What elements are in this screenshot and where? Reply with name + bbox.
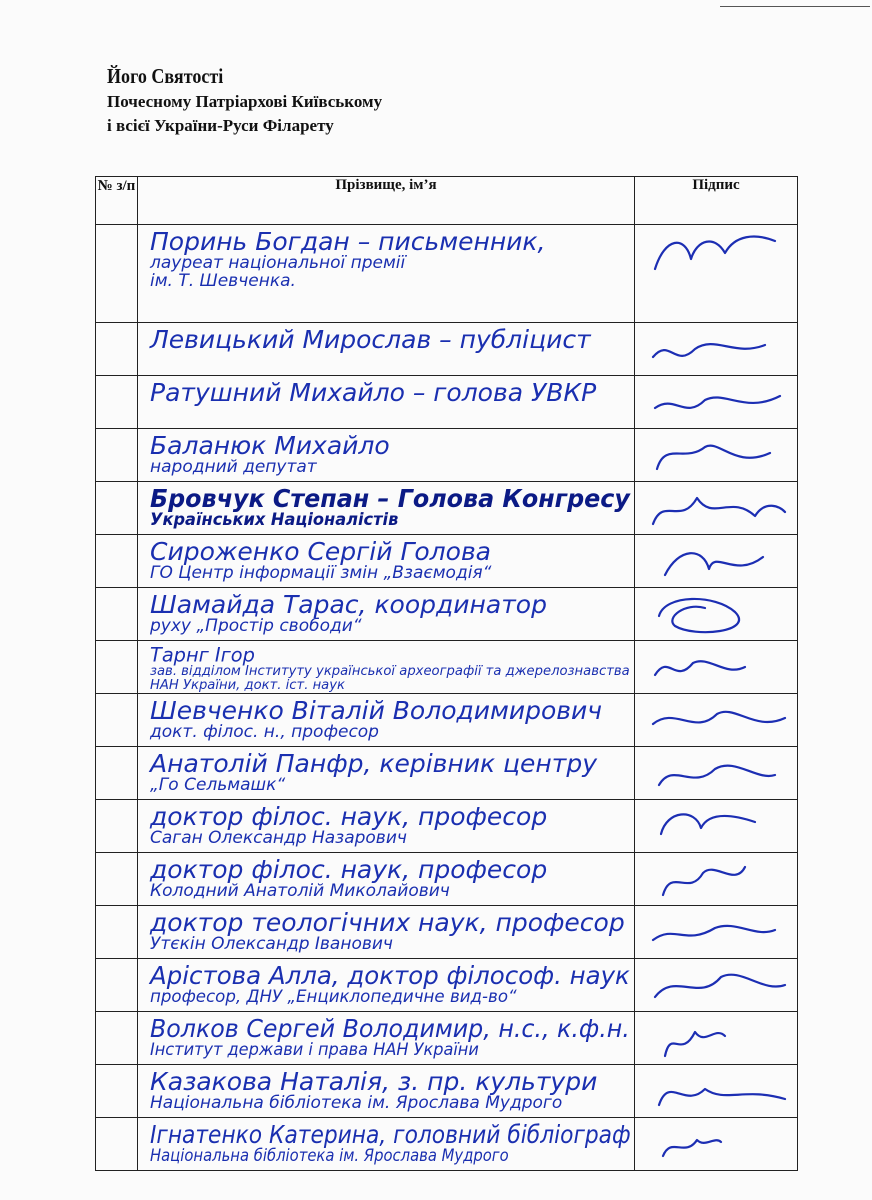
signature-cell: [635, 959, 798, 1012]
handwritten-detail: зав. відділом Інституту української археографії та джерелознавства: [150, 663, 630, 680]
row-number-cell: [96, 323, 138, 376]
row-number-cell: [96, 588, 138, 641]
signature-cell: [635, 906, 798, 959]
table-row: [96, 959, 798, 1012]
handwritten-name: Арістова Алла, доктор філософ. наук: [150, 961, 630, 990]
handwritten-name: Бровчук Степан – Голова Конгресу: [150, 484, 630, 513]
handwritten-signature: [645, 592, 790, 638]
handwritten-name: Анатолій Панфр, керівник центру: [150, 749, 597, 778]
name-cell: [138, 429, 635, 482]
name-cell: [138, 482, 635, 535]
signature-cell: [635, 323, 798, 376]
handwritten-entry: [150, 433, 390, 477]
handwritten-name: Левицький Мирослав – публіцист: [150, 325, 591, 354]
handwritten-signature: [645, 857, 790, 903]
signature-stroke: [655, 396, 780, 408]
signature-stroke: [655, 237, 775, 269]
name-cell: [138, 323, 635, 376]
handwritten-name: Волков Сергей Володимир, н.с., к.ф.н.: [150, 1014, 630, 1043]
header-title: Почесному Патріархові Київському: [107, 92, 383, 111]
handwritten-signature: [645, 963, 790, 1009]
name-cell: [138, 853, 635, 906]
signature-cell: [635, 376, 798, 429]
row-number-cell: [96, 1012, 138, 1065]
handwritten-entry: [150, 1016, 656, 1060]
row-number-cell: [96, 535, 138, 588]
signature-stroke: [659, 1089, 785, 1105]
signature-cell: [635, 694, 798, 747]
table-row: [96, 1065, 798, 1118]
table-row: [96, 482, 798, 535]
handwritten-signature: [645, 327, 790, 373]
row-number-cell: [96, 376, 138, 429]
signature-stroke: [653, 712, 785, 724]
signature-cell: [635, 535, 798, 588]
signature-cell: [635, 1012, 798, 1065]
handwritten-entry: [150, 1122, 702, 1166]
handwritten-entry: [150, 698, 602, 742]
name-cell: [138, 376, 635, 429]
handwritten-signature: [645, 1069, 790, 1115]
handwritten-signature: [645, 229, 790, 275]
handwritten-entry: [150, 380, 596, 406]
row-number-cell: [96, 429, 138, 482]
handwritten-entry: [150, 539, 491, 583]
signature-stroke: [653, 344, 765, 357]
handwritten-name: Сироженко Сергій Голова: [150, 537, 491, 566]
name-cell: [138, 535, 635, 588]
table-row: [96, 376, 798, 429]
column-header-name: Прізвище, ім’я: [138, 177, 635, 225]
handwritten-detail: народний депутат: [150, 457, 317, 478]
handwritten-detail: ім. Т. Шевченка.: [150, 271, 296, 292]
table-row: [96, 747, 798, 800]
handwritten-detail: Інститут держави і права НАН України: [150, 1040, 479, 1061]
handwritten-signature: [645, 539, 790, 585]
name-cell: [138, 747, 635, 800]
signature-stroke: [663, 867, 745, 895]
signature-stroke: [655, 975, 785, 997]
table-row: [96, 1118, 798, 1171]
row-number-cell: [96, 694, 138, 747]
row-number-cell: [96, 906, 138, 959]
handwritten-entry: [150, 327, 591, 353]
table-row: [96, 694, 798, 747]
table-row: [96, 1012, 798, 1065]
handwritten-signature: [645, 751, 790, 797]
handwritten-signature: [645, 698, 790, 744]
signature-cell: [635, 1118, 798, 1171]
name-cell: [138, 1118, 635, 1171]
header-addressee: Його Святості: [107, 64, 224, 88]
row-number-cell: [96, 641, 138, 694]
signature-cell: [635, 225, 798, 323]
handwritten-detail: Українських Націоналістів: [150, 510, 399, 531]
table-row: [96, 800, 798, 853]
handwritten-entry: [150, 751, 597, 795]
handwritten-entry: [150, 857, 547, 901]
handwritten-signature: [645, 910, 790, 956]
name-cell: [138, 588, 635, 641]
signature-cell: [635, 588, 798, 641]
row-number-cell: [96, 1065, 138, 1118]
signature-stroke: [665, 1032, 725, 1056]
handwritten-name: Ратушний Михайло – голова УВКР: [150, 378, 597, 407]
name-cell: [138, 906, 635, 959]
table-row: [96, 429, 798, 482]
row-number-cell: [96, 853, 138, 906]
handwritten-name: доктор філос. наук, професор: [150, 802, 548, 831]
row-number-cell: [96, 959, 138, 1012]
handwritten-detail: руху „Простір свободи“: [150, 616, 362, 637]
signature-stroke: [655, 661, 745, 675]
handwritten-detail: професор, ДНУ „Енциклопедичне вид-во“: [150, 987, 517, 1008]
handwritten-entry: [150, 592, 547, 636]
handwritten-name: Шамайда Тарас, координатор: [150, 590, 547, 619]
signature-stroke: [659, 766, 775, 785]
handwritten-signature: [645, 1122, 790, 1168]
handwritten-signature: [645, 804, 790, 850]
signature-table: [95, 176, 798, 1171]
name-cell: [138, 225, 635, 323]
name-cell: [138, 694, 635, 747]
handwritten-name: Казакова Наталія, з. пр. культури: [150, 1067, 598, 1096]
handwritten-detail: докт. філос. н., професор: [150, 722, 379, 743]
handwritten-signature: [645, 486, 790, 532]
handwritten-entry: [150, 910, 625, 954]
signature-stroke: [653, 498, 785, 524]
signature-stroke: [657, 446, 770, 469]
handwritten-entry: [150, 486, 654, 530]
signature-cell: [635, 800, 798, 853]
handwritten-entry: [150, 1069, 597, 1113]
top-edge-rule: [720, 6, 870, 7]
row-number-cell: [96, 482, 138, 535]
name-cell: [138, 1012, 635, 1065]
handwritten-detail: „Го Сельмашк“: [150, 775, 286, 796]
signature-stroke: [665, 553, 763, 575]
handwritten-name: Ігнатенко Катерина, головний бібліограф: [150, 1120, 631, 1149]
column-header-number: № з/п: [96, 177, 138, 225]
row-number-cell: [96, 800, 138, 853]
table-row: [96, 225, 798, 323]
signature-stroke: [653, 926, 775, 940]
handwritten-detail: Національна бібліотека ім. Ярослава Мудрого: [150, 1146, 509, 1167]
handwritten-name: Тарнг Ігор: [150, 643, 255, 666]
table-row: [96, 323, 798, 376]
handwritten-entry: [150, 963, 641, 1007]
handwritten-name: Поринь Богдан – письменник,: [150, 227, 546, 256]
letter-header: [107, 62, 382, 138]
handwritten-name: Баланюк Михайло: [150, 431, 390, 460]
handwritten-name: доктор філос. наук, професор: [150, 855, 548, 884]
row-number-cell: [96, 225, 138, 323]
table-row: [96, 535, 798, 588]
handwritten-signature: [645, 433, 790, 479]
signature-cell: [635, 429, 798, 482]
table-header-row: [96, 177, 798, 225]
table-row: [96, 641, 798, 694]
handwritten-detail: Саган Олександр Назарович: [150, 828, 407, 849]
handwritten-entry: [150, 804, 547, 848]
handwritten-name: Шевченко Віталій Володимирович: [150, 696, 603, 725]
name-cell: [138, 800, 635, 853]
handwritten-detail: Утєкін Олександр Іванович: [150, 934, 393, 955]
column-header-signature: Підпис: [635, 177, 798, 225]
handwritten-signature: [645, 645, 790, 691]
signature-stroke: [661, 814, 755, 834]
handwritten-detail: лауреат національної премії: [150, 253, 406, 274]
handwritten-signature: [645, 1016, 790, 1062]
name-cell: [138, 1065, 635, 1118]
handwritten-detail: Національна бібліотека ім. Ярослава Мудрого: [150, 1093, 563, 1114]
handwritten-detail: Колодний Анатолій Миколайович: [150, 881, 450, 902]
name-cell: [138, 641, 635, 694]
handwritten-entry: [150, 229, 545, 291]
table-row: [96, 588, 798, 641]
signature-stroke: [663, 1140, 721, 1156]
handwritten-detail: ГО Центр інформації змін „Взаємодія“: [150, 563, 492, 584]
signature-cell: [635, 482, 798, 535]
name-cell: [138, 959, 635, 1012]
table-row: [96, 906, 798, 959]
handwritten-detail: НАН України, докт. іст. наук: [150, 677, 345, 694]
row-number-cell: [96, 1118, 138, 1171]
signature-cell: [635, 747, 798, 800]
signature-cell: [635, 641, 798, 694]
signature-cell: [635, 853, 798, 906]
handwritten-signature: [645, 380, 790, 426]
table-row: [96, 853, 798, 906]
signature-cell: [635, 1065, 798, 1118]
header-title-continued: і всієї України-Руси Філарету: [107, 116, 334, 135]
row-number-cell: [96, 747, 138, 800]
handwritten-name: доктор теологічних наук, професор: [150, 908, 625, 937]
signature-stroke: [659, 599, 739, 632]
